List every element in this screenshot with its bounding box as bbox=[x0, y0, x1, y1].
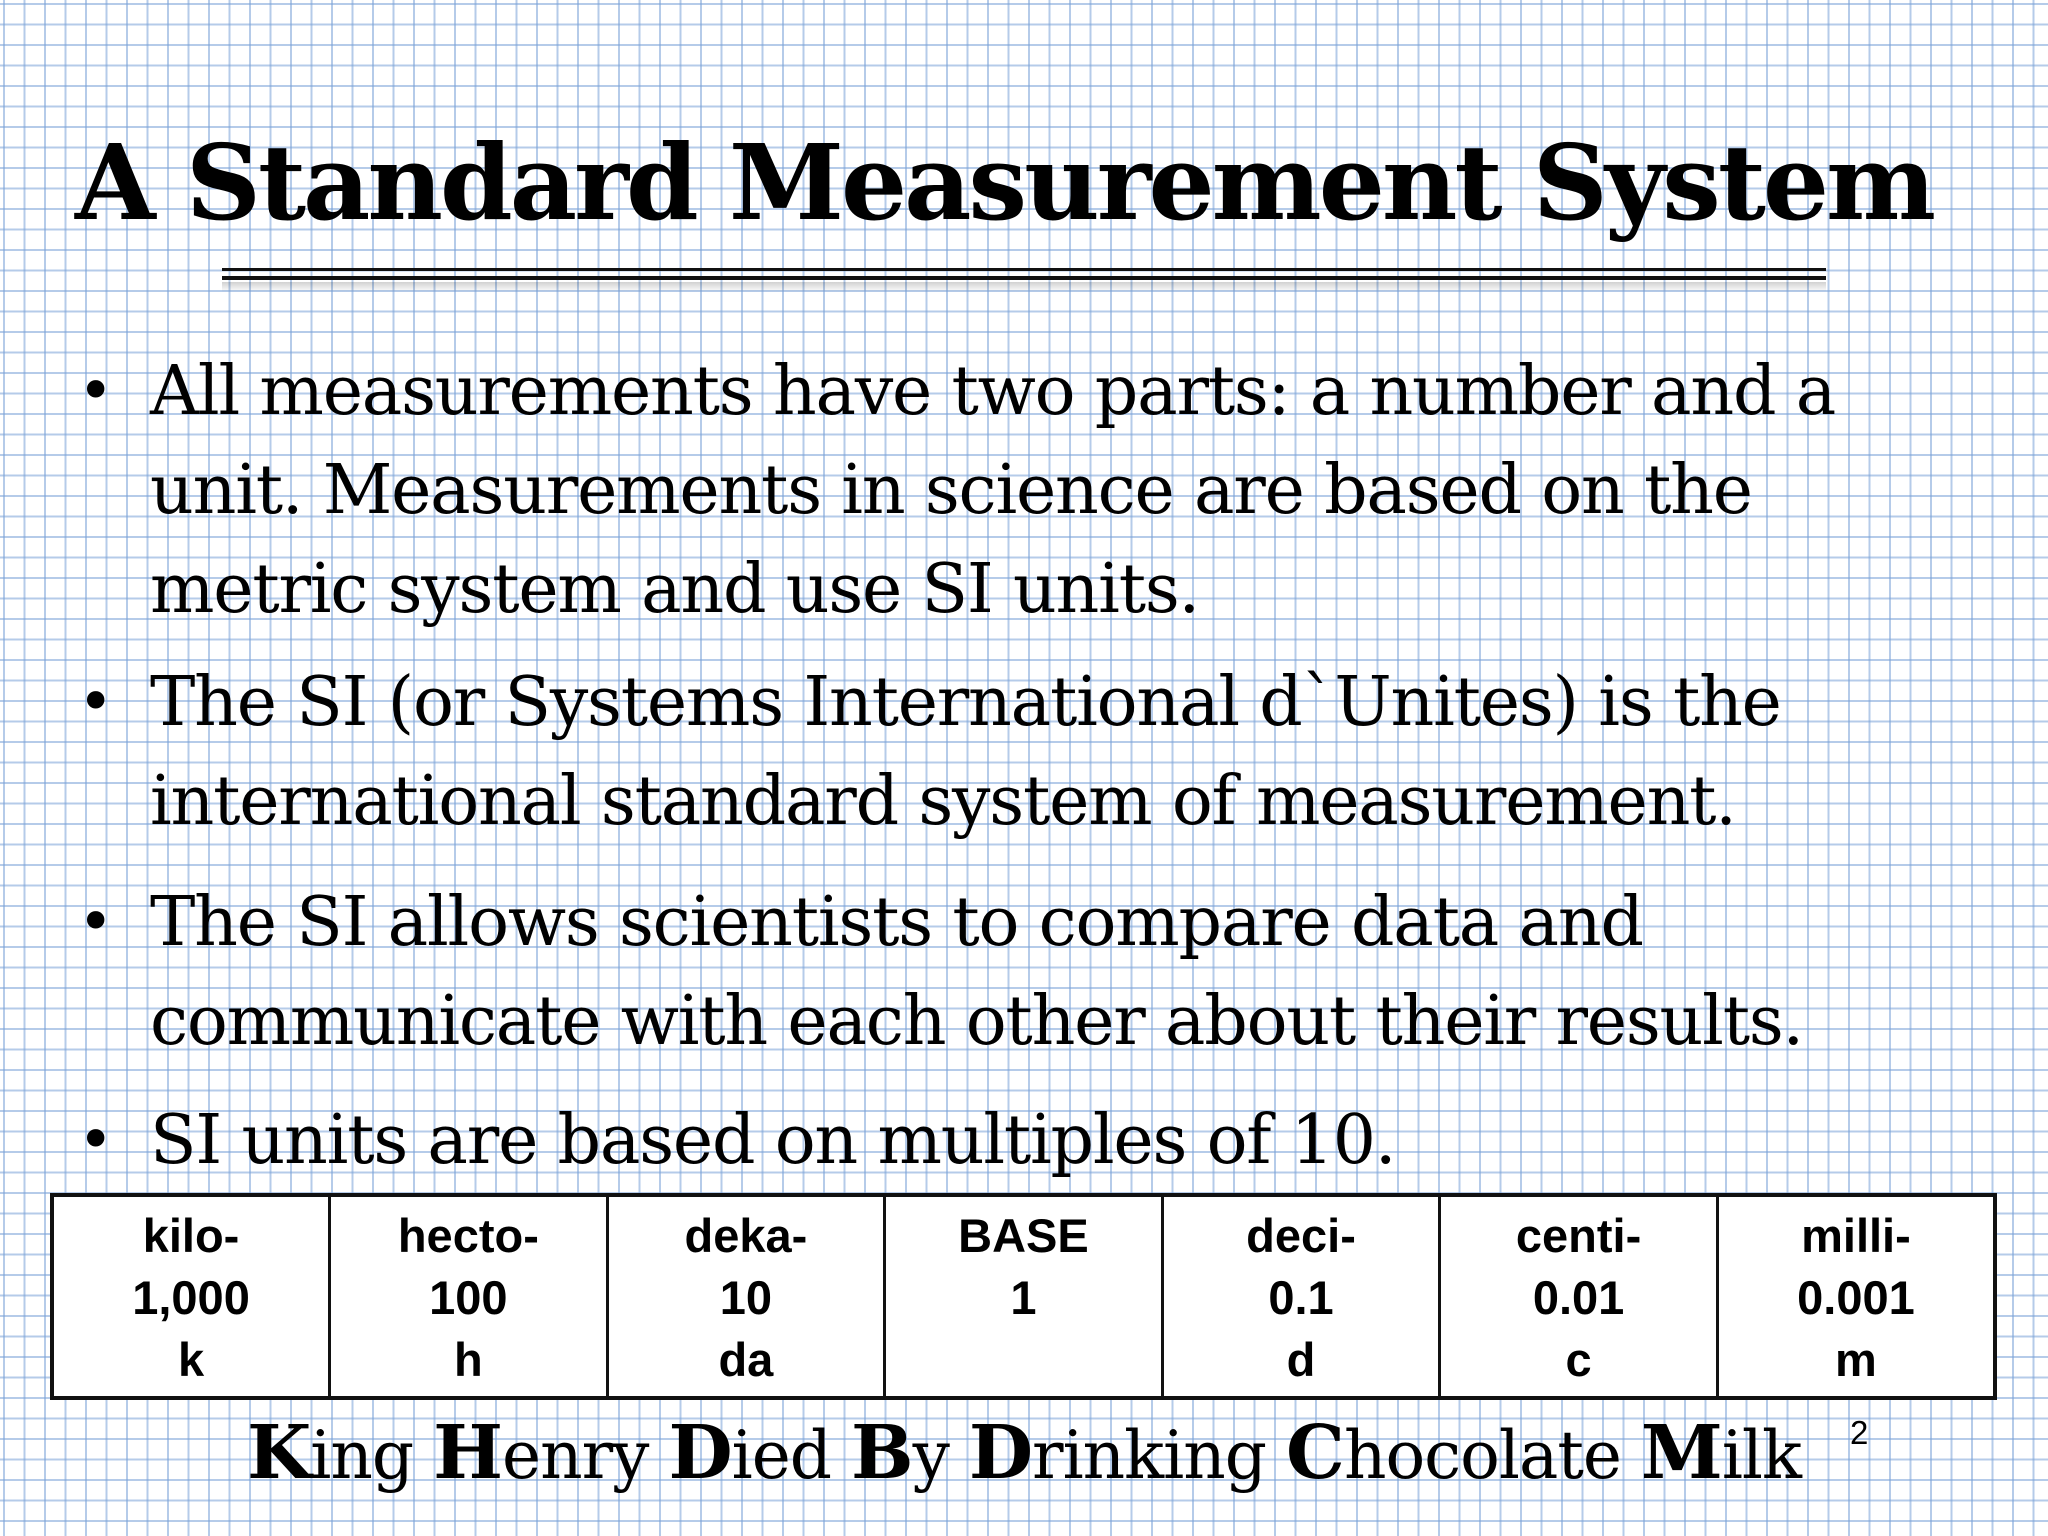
bullet-item bbox=[70, 342, 1990, 639]
prefix-name: deci- bbox=[1246, 1209, 1356, 1262]
bullet-text: The SI allows scientists to compare data and bbox=[150, 883, 1643, 962]
prefix-cell-centi bbox=[1440, 1195, 1718, 1398]
prefix-name: deka- bbox=[684, 1209, 808, 1262]
bullet-item bbox=[70, 1091, 1990, 1190]
bullet-text: unit. Measurements in science are based on the bbox=[150, 451, 1752, 530]
si-prefix-table bbox=[50, 1193, 1997, 1400]
prefix-name: centi- bbox=[1515, 1209, 1642, 1262]
prefix-name: milli- bbox=[1801, 1209, 1911, 1262]
bullet-text: SI units are based on multiples of 10. bbox=[150, 1101, 1396, 1180]
slide-title: A Standard Measurement System bbox=[75, 121, 1934, 244]
prefix-cell-base bbox=[885, 1195, 1163, 1398]
prefix-cell-hecto bbox=[330, 1195, 608, 1398]
prefix-symbol: k bbox=[177, 1333, 205, 1386]
prefix-value: 1 bbox=[1010, 1271, 1037, 1324]
bullet-item bbox=[70, 873, 1990, 1071]
prefix-cell-kilo bbox=[52, 1195, 330, 1398]
prefix-symbol: c bbox=[1565, 1333, 1592, 1386]
prefix-cell-deci bbox=[1162, 1195, 1440, 1398]
mnemonic-initial: B bbox=[851, 1410, 913, 1496]
prefix-name: kilo- bbox=[142, 1209, 240, 1262]
prefix-name: hecto- bbox=[397, 1209, 539, 1262]
bullet-list bbox=[70, 342, 1990, 1190]
mnemonic-rest: y bbox=[912, 1417, 949, 1494]
prefix-cell-milli bbox=[1717, 1195, 1995, 1398]
bullet-icon: • bbox=[78, 356, 113, 426]
mnemonic-rest: ilk bbox=[1721, 1417, 1802, 1494]
mnemonic-rest: enry bbox=[502, 1417, 649, 1494]
prefix-value: 0.001 bbox=[1797, 1271, 1915, 1324]
table-row bbox=[52, 1195, 1995, 1398]
prefix-value: 1,000 bbox=[132, 1271, 250, 1324]
mnemonic-initial: D bbox=[968, 1410, 1033, 1496]
bullet-text: metric system and use SI units. bbox=[150, 550, 1199, 629]
prefix-symbol: d bbox=[1286, 1333, 1316, 1386]
mnemonic-initial: H bbox=[433, 1410, 503, 1496]
prefix-symbol: m bbox=[1835, 1333, 1877, 1386]
prefix-symbol: h bbox=[453, 1333, 483, 1386]
mnemonic-rest: hocolate bbox=[1343, 1417, 1621, 1494]
bullet-text: international standard system of measurement. bbox=[150, 762, 1736, 841]
mnemonic-initial: M bbox=[1640, 1410, 1722, 1496]
prefix-cell-deka bbox=[607, 1195, 885, 1398]
bullet-item bbox=[70, 653, 1990, 851]
mnemonic-text bbox=[0, 1408, 2048, 1501]
mnemonic-rest: ied bbox=[731, 1417, 832, 1494]
title-divider-shadow bbox=[222, 282, 1826, 292]
bullet-icon: • bbox=[78, 667, 113, 737]
mnemonic-initial: K bbox=[246, 1410, 311, 1496]
prefix-name: BASE bbox=[958, 1209, 1089, 1262]
title-divider bbox=[222, 268, 1826, 280]
bullet-text: All measurements have two parts: a number and a bbox=[150, 352, 1836, 431]
bullet-icon: • bbox=[78, 887, 113, 957]
prefix-value: 0.1 bbox=[1268, 1271, 1334, 1324]
mnemonic-initial: D bbox=[668, 1410, 732, 1496]
bullet-text: The SI (or Systems International d`Unites) is the bbox=[150, 663, 1781, 742]
prefix-value: 10 bbox=[719, 1271, 773, 1324]
prefix-symbol: da bbox=[718, 1333, 774, 1386]
mnemonic-rest: rinking bbox=[1032, 1417, 1267, 1494]
page-number: 2 bbox=[1850, 1414, 1869, 1451]
prefix-value: 100 bbox=[429, 1271, 508, 1324]
mnemonic-initial: C bbox=[1286, 1410, 1344, 1496]
mnemonic-rest: ing bbox=[310, 1417, 414, 1494]
prefix-value: 0.01 bbox=[1532, 1271, 1625, 1324]
bullet-text: communicate with each other about their results. bbox=[150, 982, 1803, 1061]
bullet-icon: • bbox=[78, 1105, 113, 1175]
